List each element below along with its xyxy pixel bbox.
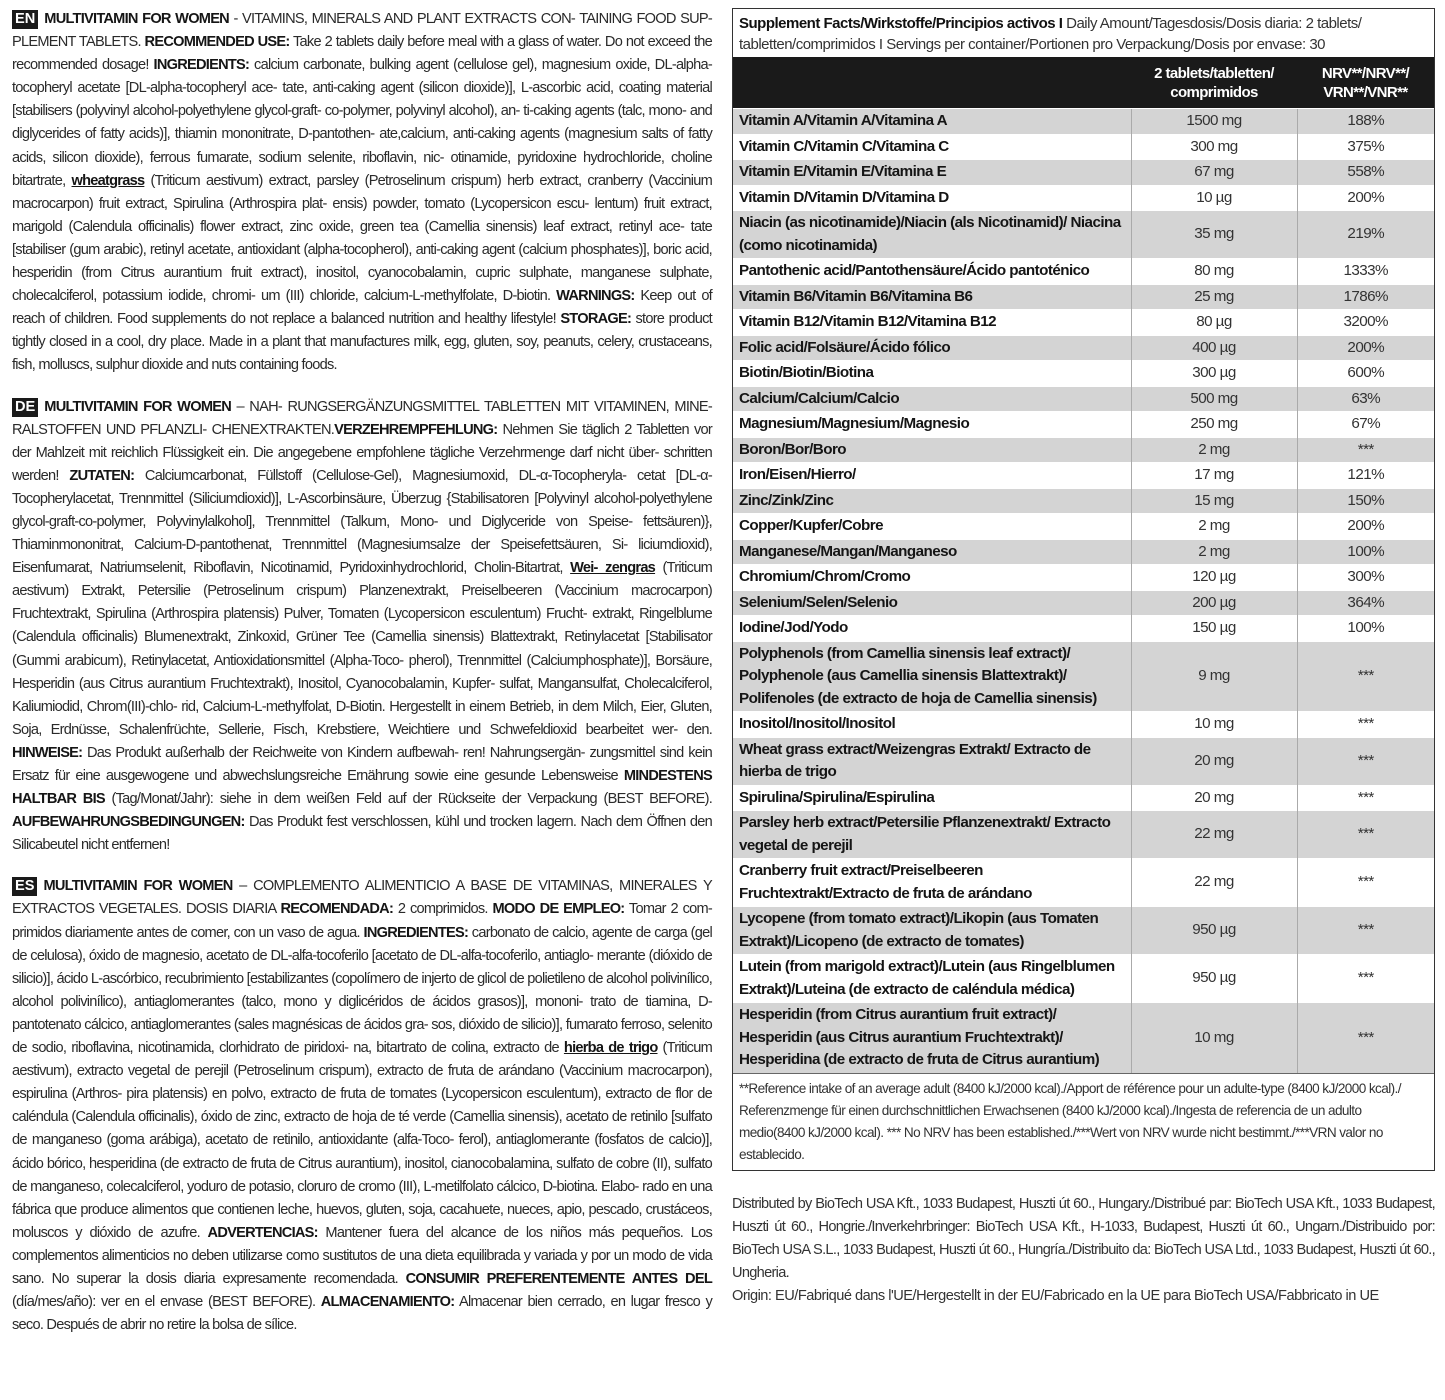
nrv-value: 1333% bbox=[1297, 259, 1434, 285]
amount-value: 10 mg bbox=[1131, 712, 1297, 738]
nutrient-name: Spirulina/Spirulina/Espirulina bbox=[733, 785, 1131, 811]
facts-row bbox=[733, 590, 1434, 616]
amount-value: 250 mg bbox=[1131, 412, 1297, 438]
amount-value: 950 µg bbox=[1131, 955, 1297, 1003]
nutrient-name: Wheat grass extract/Weizengras Extrakt/ Extracto de hierba de trigo bbox=[733, 737, 1131, 785]
nrv-value: *** bbox=[1297, 712, 1434, 738]
heading-label: RECOMENDADA: bbox=[280, 901, 394, 918]
facts-row bbox=[733, 259, 1434, 285]
amount-value: 22 mg bbox=[1131, 811, 1297, 859]
nutrient-name: Vitamin E/Vitamin E/Vitamina E bbox=[733, 160, 1131, 186]
section-de bbox=[12, 396, 712, 858]
amount-value: 15 mg bbox=[1131, 488, 1297, 514]
nutrient-name: Hesperidin (from Citrus aurantium fruit extract)/ Hesperidin (aus Citrus aurantium Fruchtextrakt)/ Hesperidina (de extracto de fruta de Citrus aurantium) bbox=[733, 1003, 1131, 1073]
amount-value: 2 mg bbox=[1131, 514, 1297, 540]
body-text: store product tightly closed in a cool, dry place. Made in a plant that manufactures milk, egg, gluten, soy, peanuts, celery, crustaceans, fish, molluscs, sulphur dioxide and nuts containing foods. bbox=[12, 311, 712, 374]
heading-label: ZUTATEN: bbox=[69, 467, 135, 484]
nrv-value: *** bbox=[1297, 437, 1434, 463]
facts-row bbox=[733, 616, 1434, 642]
nrv-value: 558% bbox=[1297, 160, 1434, 186]
facts-table bbox=[733, 57, 1434, 1073]
distributor-text: Distributed by BioTech USA Kft., 1033 Budapest, Huszti út 60., Hungary./Distribué par: BioTech USA Kft., 1033 Budapest, Huszti út 60., Hongrie./Inverkehrbringer: BioTech USA Kft., H-1033, Budapest, Huszti út 60., Ungarn./Distribuido por: BioTech USA S.L., 1033 Budapest, Huszti út 60., Hungría./Distribuito da: BioTech USA Ltd., 1033 Budapest, Huszti út 60., Ungheria. bbox=[732, 1195, 1435, 1281]
nrv-value: *** bbox=[1297, 859, 1434, 907]
nutrient-name: Lycopene (from tomato extract)/Likopin (aus Tomaten Extrakt)/Licopeno (de extracto de tomates) bbox=[733, 907, 1131, 955]
facts-table-header bbox=[733, 57, 1434, 109]
heading-label: MINDESTENS HALTBAR BIS bbox=[12, 768, 712, 808]
heading-label: AUFBEWAHRUNGSBEDINGUNGEN: bbox=[12, 814, 245, 831]
nrv-value: *** bbox=[1297, 907, 1434, 955]
facts-row bbox=[733, 811, 1434, 859]
nutrient-name: Boron/Bor/Boro bbox=[733, 437, 1131, 463]
nutrient-name: Inositol/Inositol/Inositol bbox=[733, 712, 1131, 738]
allergen-highlight: wheatgrass bbox=[71, 172, 145, 189]
facts-row bbox=[733, 412, 1434, 438]
facts-row bbox=[733, 109, 1434, 135]
body-text: 2 comprimidos. bbox=[393, 901, 493, 918]
amount-value: 200 µg bbox=[1131, 590, 1297, 616]
heading-label: WARNINGS: bbox=[556, 288, 635, 305]
facts-table-body bbox=[733, 109, 1434, 1073]
facts-row bbox=[733, 160, 1434, 186]
amount-value: 120 µg bbox=[1131, 565, 1297, 591]
heading-label: VERZEHREMPFEHLUNG: bbox=[334, 421, 498, 438]
amount-value: 10 µg bbox=[1131, 185, 1297, 211]
body-text: Nehmen Sie täglich 2 Tabletten vor der Mahlzeit mit reichlich Flüssigkeit ein. Die angegebene empfohlene tägliche Verzehrmenge darf nicht über- schritten werden! bbox=[12, 421, 712, 484]
nrv-value: 200% bbox=[1297, 185, 1434, 211]
nutrient-name: Chromium/Chrom/Cromo bbox=[733, 565, 1131, 591]
facts-row bbox=[733, 712, 1434, 738]
body-text: Calciumcarbonat, Füllstoff (Cellulose-Gel), Magnesiumoxid, DL-α-Tocopheryla- cetat [DL-α-Tocopherylacetat, Trennmittel (Siliciumdioxid)], L-Ascorbinsäure, Überzug {Stabilisatoren [Polyvinyl alcohol-polyethylene glycol-graft-co-polymer, Polyvinylalkohol], Trennmittel (Talkum, Mono- und Diglyceride von Speise- fettsäuren)}, Thiaminmononitrat, Calcium-D-pantothenat, Trennmittel (Magnesiumsalze der Speisefettsäuren, Si- liciumdioxid), Eisenfumarat, Natriumselenit, Riboflavin, Nicotinamid, Pyridoxinhydrochlorid, Cholin-Bitartrat, bbox=[12, 467, 712, 577]
facts-row bbox=[733, 955, 1434, 1003]
body-text: Das Produkt fest verschlossen, kühl und trocken lagern. Nach dem Öffnen den Silicabeutel nicht entfernen! bbox=[12, 814, 712, 854]
heading-label: HINWEISE: bbox=[12, 744, 83, 761]
ingredients-column bbox=[12, 8, 712, 1337]
nrv-value: 188% bbox=[1297, 109, 1434, 135]
allergen-highlight: hierba de trigo bbox=[563, 1040, 658, 1057]
body-text: Take 2 tablets daily before meal with a glass of water. Do not exceed the recommended dosage! bbox=[12, 34, 712, 74]
amount-value: 80 mg bbox=[1131, 259, 1297, 285]
facts-row bbox=[733, 907, 1434, 955]
nutrient-name: Magnesium/Magnesium/Magnesio bbox=[733, 412, 1131, 438]
language-badge-de: DE bbox=[12, 398, 38, 417]
heading-label: ADVERTENCIAS: bbox=[207, 1224, 318, 1241]
nrv-value: 375% bbox=[1297, 134, 1434, 160]
heading-label: MULTIVITAMIN FOR WOMEN bbox=[44, 398, 231, 415]
nutrient-name: Pantothenic acid/Pantothensäure/Ácido pantoténico bbox=[733, 259, 1131, 285]
nutrient-column-header bbox=[733, 57, 1131, 109]
nutrient-name: Manganese/Mangan/Manganeso bbox=[733, 539, 1131, 565]
nutrient-name: Biotin/Biotin/Biotina bbox=[733, 361, 1131, 387]
nutrient-name: Iron/Eisen/Hierro/ bbox=[733, 463, 1131, 489]
amount-value: 2 mg bbox=[1131, 437, 1297, 463]
body-text: – NAH- RUNGSERGÄNZUNGSMITTEL TABLETTEN MIT VITAMINEN, MINE- RALSTOFFEN UND PFLANZLI- CHENEXTRAKTEN. bbox=[12, 398, 713, 438]
facts-row bbox=[733, 641, 1434, 712]
nutrient-name: Iodine/Jod/Yodo bbox=[733, 616, 1131, 642]
nrv-value: 150% bbox=[1297, 488, 1434, 514]
nutrient-name: Vitamin A/Vitamin A/Vitamina A bbox=[733, 109, 1131, 135]
body-text: (día/mes/año): ver en el envase (BEST BEFORE). bbox=[12, 1294, 321, 1311]
heading-label: ALMACENAMIENTO: bbox=[320, 1294, 455, 1311]
nrv-value: *** bbox=[1297, 955, 1434, 1003]
nutrient-name: Lutein (from marigold extract)/Lutein (aus Ringelblumen Extrakt)/Luteina (de extracto de caléndula médica) bbox=[733, 955, 1131, 1003]
heading-label: MULTIVITAMIN FOR WOMEN bbox=[44, 11, 229, 27]
nrv-column-header: NRV**/NRV**/ VRN**/VNR** bbox=[1297, 57, 1434, 109]
nrv-value: 3200% bbox=[1297, 310, 1434, 336]
amount-value: 400 µg bbox=[1131, 335, 1297, 361]
heading-label: INGREDIENTS: bbox=[153, 57, 250, 74]
body-text: (Triticum aestivum), extracto vegetal de perejil (Petroselinum crispum), extracto de fruta de arándano (Vaccinium macrocarpon), espirulina (Arthros- pira platensis) en polvo, extracto de fruta de tomates (Lycopersicon esculentum), extracto de flor de caléndula (Calendula officinalis), óxido de zinc, extracto de hoja de té verde (Camellia sinensis), acetato de retinilo [sulfato de manganeso (goma arábiga), acetato de retinilo, antioxidante (alfa-Toco- ferol), antiaglomerante (fosfatos de calcio)], ácido bórico, hesperidina (de extracto de fruta de Citrus aurantium), inositol, cianocobalamina, sulfato de cobre (II), sulfato de manganeso, colecalciferol, yoduro de potasio, cloruro de cromo (III), L-metilfolato cálcico, D-biotina. Elabo- rado en una fábrica que produce alimentos que contienen leche, huevos, gluten, soja, cacahuete, nueces, apio, pescado, crustáceos, moluscos y dióxido de azufre. bbox=[12, 1040, 713, 1241]
section-es bbox=[12, 875, 712, 1337]
heading-label: MULTIVITAMIN FOR WOMEN bbox=[43, 878, 233, 895]
body-text: (Triticum aestivum) Extrakt, Petersilie (Petroselinum crispum) Planzenextrakt, Preiselbeeren (Vaccinium macrocarpon) Fruchtextrakt, Spirulina (Arthrospira platensis) Pulver, Tomaten (Lycopersicon esculentum) Frucht- extrakt, Ringelblume (Calendula officinalis) Blumenextrakt, Zinkoxid, Grüner Tee (Camellia sinensis) Blattextrakt, Retinylacetat [Stabilisator (Gummi arabicum), Retinylacetat, Antioxidationsmittel (Alpha-Toco- pherol), Trennmittel (Calciumphosphate)], Borsäure, Hesperidin (aus Citrus aurantium Fruchtextrakt), Inositol, Cyanocobalamin, Kupfer- sulfat, Mangansulfat, Cholecalciferol, Kaliumiodid, Chrom(III)-chlo- rid, Calcium-L-methylfolat, D-Biotin. Hergestellt in einem Betrieb, in dem Milch, Eier, Gluten, Soja, Erdnüsse, Schalenfrüchte, Sellerie, Fisch, Krebstiere, Weichtiere und Schwefeldioxid bearbeitet wer- den. bbox=[12, 560, 712, 738]
body-text: – COMPLEMENTO ALIMENTICIO A BASE DE VITAMINAS, MINERALES Y EXTRACTOS VEGETALES. DOSIS DIARIA bbox=[12, 878, 712, 918]
facts-row bbox=[733, 437, 1434, 463]
amount-value: 20 mg bbox=[1131, 737, 1297, 785]
nrv-value: 364% bbox=[1297, 590, 1434, 616]
facts-row bbox=[733, 859, 1434, 907]
section-text bbox=[12, 878, 712, 1333]
facts-row bbox=[733, 463, 1434, 489]
facts-row bbox=[733, 514, 1434, 540]
section-en bbox=[12, 8, 712, 378]
amount-value: 22 mg bbox=[1131, 859, 1297, 907]
facts-row bbox=[733, 1003, 1434, 1073]
nrv-value: 300% bbox=[1297, 565, 1434, 591]
nutrient-name: Vitamin C/Vitamin C/Vitamina C bbox=[733, 134, 1131, 160]
nrv-value: 219% bbox=[1297, 211, 1434, 259]
facts-row bbox=[733, 361, 1434, 387]
nrv-value: 121% bbox=[1297, 463, 1434, 489]
nrv-value: 67% bbox=[1297, 412, 1434, 438]
origin-text: Origin: EU/Fabriqué dans l'UE/Hergestellt in der EU/Fabricado en la UE para BioTech USA/Fabbricato in UE bbox=[732, 1287, 1379, 1304]
nutrient-name: Folic acid/Folsäure/Ácido fólico bbox=[733, 335, 1131, 361]
amount-value: 150 µg bbox=[1131, 616, 1297, 642]
facts-row bbox=[733, 310, 1434, 336]
amount-column-header: 2 tablets/tabletten/ comprimidos bbox=[1131, 57, 1297, 109]
nrv-value: 200% bbox=[1297, 335, 1434, 361]
supplement-facts-panel bbox=[732, 8, 1435, 1171]
facts-row bbox=[733, 335, 1434, 361]
nutrient-name: Niacin (as nicotinamide)/Niacin (als Nicotinamid)/ Niacina (como nicotinamida) bbox=[733, 211, 1131, 259]
section-text bbox=[12, 399, 712, 854]
facts-row bbox=[733, 185, 1434, 211]
amount-value: 10 mg bbox=[1131, 1003, 1297, 1073]
nrv-footnote: **Reference intake of an average adult (8400 kJ/2000 kcal)./Apport de référence pour un adulte-type (8400 kJ/2000 kcal)./ Referenzmenge für einen durchschnittlichen Erwachsenen (8400 kJ/2000 kcal)./Ingesta de referencia de un adulto medio(8400 kJ/2000 kcal). *** No NRV has been established./***Wert von NRV wurde nicht bestimmt./***VRN valor no establecido. bbox=[733, 1073, 1434, 1170]
nrv-value: 200% bbox=[1297, 514, 1434, 540]
amount-value: 17 mg bbox=[1131, 463, 1297, 489]
facts-header bbox=[733, 9, 1434, 57]
nutrient-name: Vitamin B12/Vitamin B12/Vitamina B12 bbox=[733, 310, 1131, 336]
heading-label: CONSUMIR PREFERENTEMENTE ANTES DEL bbox=[405, 1270, 712, 1287]
nutrient-name: Parsley herb extract/Petersilie Pflanzenextrakt/ Extracto vegetal de perejil bbox=[733, 811, 1131, 859]
nrv-value: *** bbox=[1297, 737, 1434, 785]
nrv-value: *** bbox=[1297, 641, 1434, 712]
nutrient-name: Calcium/Calcium/Calcio bbox=[733, 386, 1131, 412]
body-text: (Triticum aestivum) extract, parsley (Petroselinum crispum) herb extract, cranberry (Vaccinium macrocarpon) fruit extract, Spirulina (Arthrospira plat- ensis) powder, tomato (Lycopersicon escu- lentum) fruit extract, marigold (Calendula officinalis) flower extract, zinc oxide, green tea (Camellia sinensis) leaf extract, retinyl ace- tate [stabiliser (gum arabic), retinyl acetate, antioxidant (alpha-tocopherol), anti-caking agent (calcium phosphates)], boric acid, hesperidin (from Citrus aurantium fruit extract), inositol, cyanocobalamin, cupric sulphate, manganese sulphate, cholecalciferol, potassium iodide, chromi- um (III) chloride, calcium-L-methylfolate, D-biotin. bbox=[12, 172, 712, 305]
heading-label: MODO DE EMPLEO: bbox=[492, 901, 625, 918]
heading-label: INGREDIENTES: bbox=[363, 924, 469, 941]
amount-value: 1500 mg bbox=[1131, 109, 1297, 135]
facts-row bbox=[733, 565, 1434, 591]
nrv-value: 100% bbox=[1297, 539, 1434, 565]
nutrient-name: Zinc/Zink/Zinc bbox=[733, 488, 1131, 514]
amount-value: 20 mg bbox=[1131, 785, 1297, 811]
facts-row bbox=[733, 539, 1434, 565]
amount-value: 300 mg bbox=[1131, 134, 1297, 160]
language-badge-en: EN bbox=[12, 10, 38, 29]
body-text: carbonato de calcio, agente de carga (gel de celulosa), óxido de magnesio, acetato de DL-alfa-tocoferilo [acetato de DL-alfa-tocoferilo, antiaglo- merante (dióxido de silicio)], ácido L-ascórbico, recubrimiento [estabilizantes (copolímero de injerto de glicol de polietileno de alcohol polivinílico, alcohol polivinílico), antiaglomerantes (talco, mono y diglicéridos de ácidos grasos)], mononi- trato de tiamina, D-pantotenato cálcico, antiaglomerantes (sales magnésicas de ácidos gra- sos, dióxido de silicio)], fumarato ferroso, selenito de sodio, riboflavina, nicotinamida, clorhidrato de piridoxi- na, bitartrato de colina, extracto de bbox=[12, 924, 713, 1057]
facts-title: Supplement Facts/Wirkstoffe/Principios activos I bbox=[739, 15, 1063, 32]
body-text: calcium carbonate, bulking agent (cellulose gel), magnesium oxide, DL-alpha-tocopheryl acetate [DL-alpha-tocopheryl ace- tate, anti-caking agent (silicon dioxide)], L-ascorbic acid, coating material [stabilisers (polyvinyl alcohol-polyethylene glycol-graft- co-polymer, polyvinyl alcohol), an- ti-caking agents (talc, mono- and diglycerides of fatty acids)], thiamin mononitrate, D-pantothen- ate,calcium, anti-caking agents (magnesium salts of fatty acids, silicon dioxide), ferrous fumarate, sodium selenite, riboflavin, nic- otinamide, pyridoxine hydrochloride, choline bitartrate, bbox=[12, 57, 713, 189]
nutrient-name: Polyphenols (from Camellia sinensis leaf extract)/ Polyphenole (aus Camellia sinensis Blattextrakt)/ Polifenoles (de extracto de hoja de Camellia sinensis) bbox=[733, 641, 1131, 712]
amount-value: 950 µg bbox=[1131, 907, 1297, 955]
nutrient-name: Copper/Kupfer/Cobre bbox=[733, 514, 1131, 540]
nrv-value: 600% bbox=[1297, 361, 1434, 387]
amount-value: 67 mg bbox=[1131, 160, 1297, 186]
nrv-value: 63% bbox=[1297, 386, 1434, 412]
facts-row bbox=[733, 785, 1434, 811]
facts-row bbox=[733, 134, 1434, 160]
facts-row bbox=[733, 488, 1434, 514]
amount-value: 500 mg bbox=[1131, 386, 1297, 412]
nrv-value: *** bbox=[1297, 1003, 1434, 1073]
body-text: (Tag/Monat/Jahr): siehe in dem weißen Feld auf der Rückseite der Verpackung (BEST BEFORE). bbox=[104, 791, 713, 808]
body-text: Tomar 2 com- primidos diariamente antes de comer, con un vaso de agua. bbox=[12, 901, 713, 941]
nutrient-name: Selenium/Selen/Selenio bbox=[733, 590, 1131, 616]
body-text: - VITAMINS, MINERALS AND PLANT EXTRACTS CON- TAINING FOOD SUP- PLEMENT TABLETS. bbox=[12, 11, 713, 51]
facts-row bbox=[733, 386, 1434, 412]
body-text: Almacenar bien cerrado, en lugar fresco y seco. Después de abrir no retire la bolsa de sílice. bbox=[12, 1294, 713, 1334]
nrv-value: 100% bbox=[1297, 616, 1434, 642]
amount-value: 80 µg bbox=[1131, 310, 1297, 336]
heading-label: STORAGE: bbox=[560, 311, 632, 328]
amount-value: 9 mg bbox=[1131, 641, 1297, 712]
body-text: Das Produkt außerhalb der Reichweite von Kindern aufbewah- ren! Nahrungsergän- zungsmittel sind kein Ersatz für eine ausgewogene und abwechslungsreiche Ernährung sowie eine gesunde Lebensweise bbox=[12, 744, 712, 784]
nutrient-name: Cranberry fruit extract/Preiselbeeren Fruchtextrakt/Extracto de fruta de arándano bbox=[733, 859, 1131, 907]
facts-subtitle: Daily Amount/Tagesdosis/Dosis diaria: 2 tablets/ tabletten/comprimidos I Servings per container/Portionen pro Verpackung/Dosis por envase: 30 bbox=[739, 15, 1362, 53]
allergen-highlight: Wei- zengras bbox=[570, 560, 656, 577]
amount-value: 35 mg bbox=[1131, 211, 1297, 259]
heading-label: RECOMMENDED USE: bbox=[144, 34, 290, 51]
nrv-value: 1786% bbox=[1297, 284, 1434, 310]
facts-row bbox=[733, 211, 1434, 259]
nutrient-name: Vitamin B6/Vitamin B6/Vitamina B6 bbox=[733, 284, 1131, 310]
amount-value: 300 µg bbox=[1131, 361, 1297, 387]
language-badge-es: ES bbox=[12, 877, 37, 896]
facts-row bbox=[733, 737, 1434, 785]
facts-row bbox=[733, 284, 1434, 310]
nrv-value: *** bbox=[1297, 811, 1434, 859]
nutrient-name: Vitamin D/Vitamin D/Vitamina D bbox=[733, 185, 1131, 211]
facts-column bbox=[732, 8, 1435, 1308]
section-text bbox=[12, 11, 712, 373]
body-text: Mantener fuera del alcance de los niños más pequeños. Los complementos alimenticios no deben utilizarse como sustitutos de una dieta equilibrada y variada y por un modo de vida sano. No superar la dosis diaria expresamente recomendada. bbox=[12, 1224, 712, 1287]
nrv-value: *** bbox=[1297, 785, 1434, 811]
amount-value: 2 mg bbox=[1131, 539, 1297, 565]
body-text: Keep out of reach of children. Food supplements do not replace a balanced nutrition and healthy lifestyle! bbox=[12, 288, 712, 328]
amount-value: 25 mg bbox=[1131, 284, 1297, 310]
